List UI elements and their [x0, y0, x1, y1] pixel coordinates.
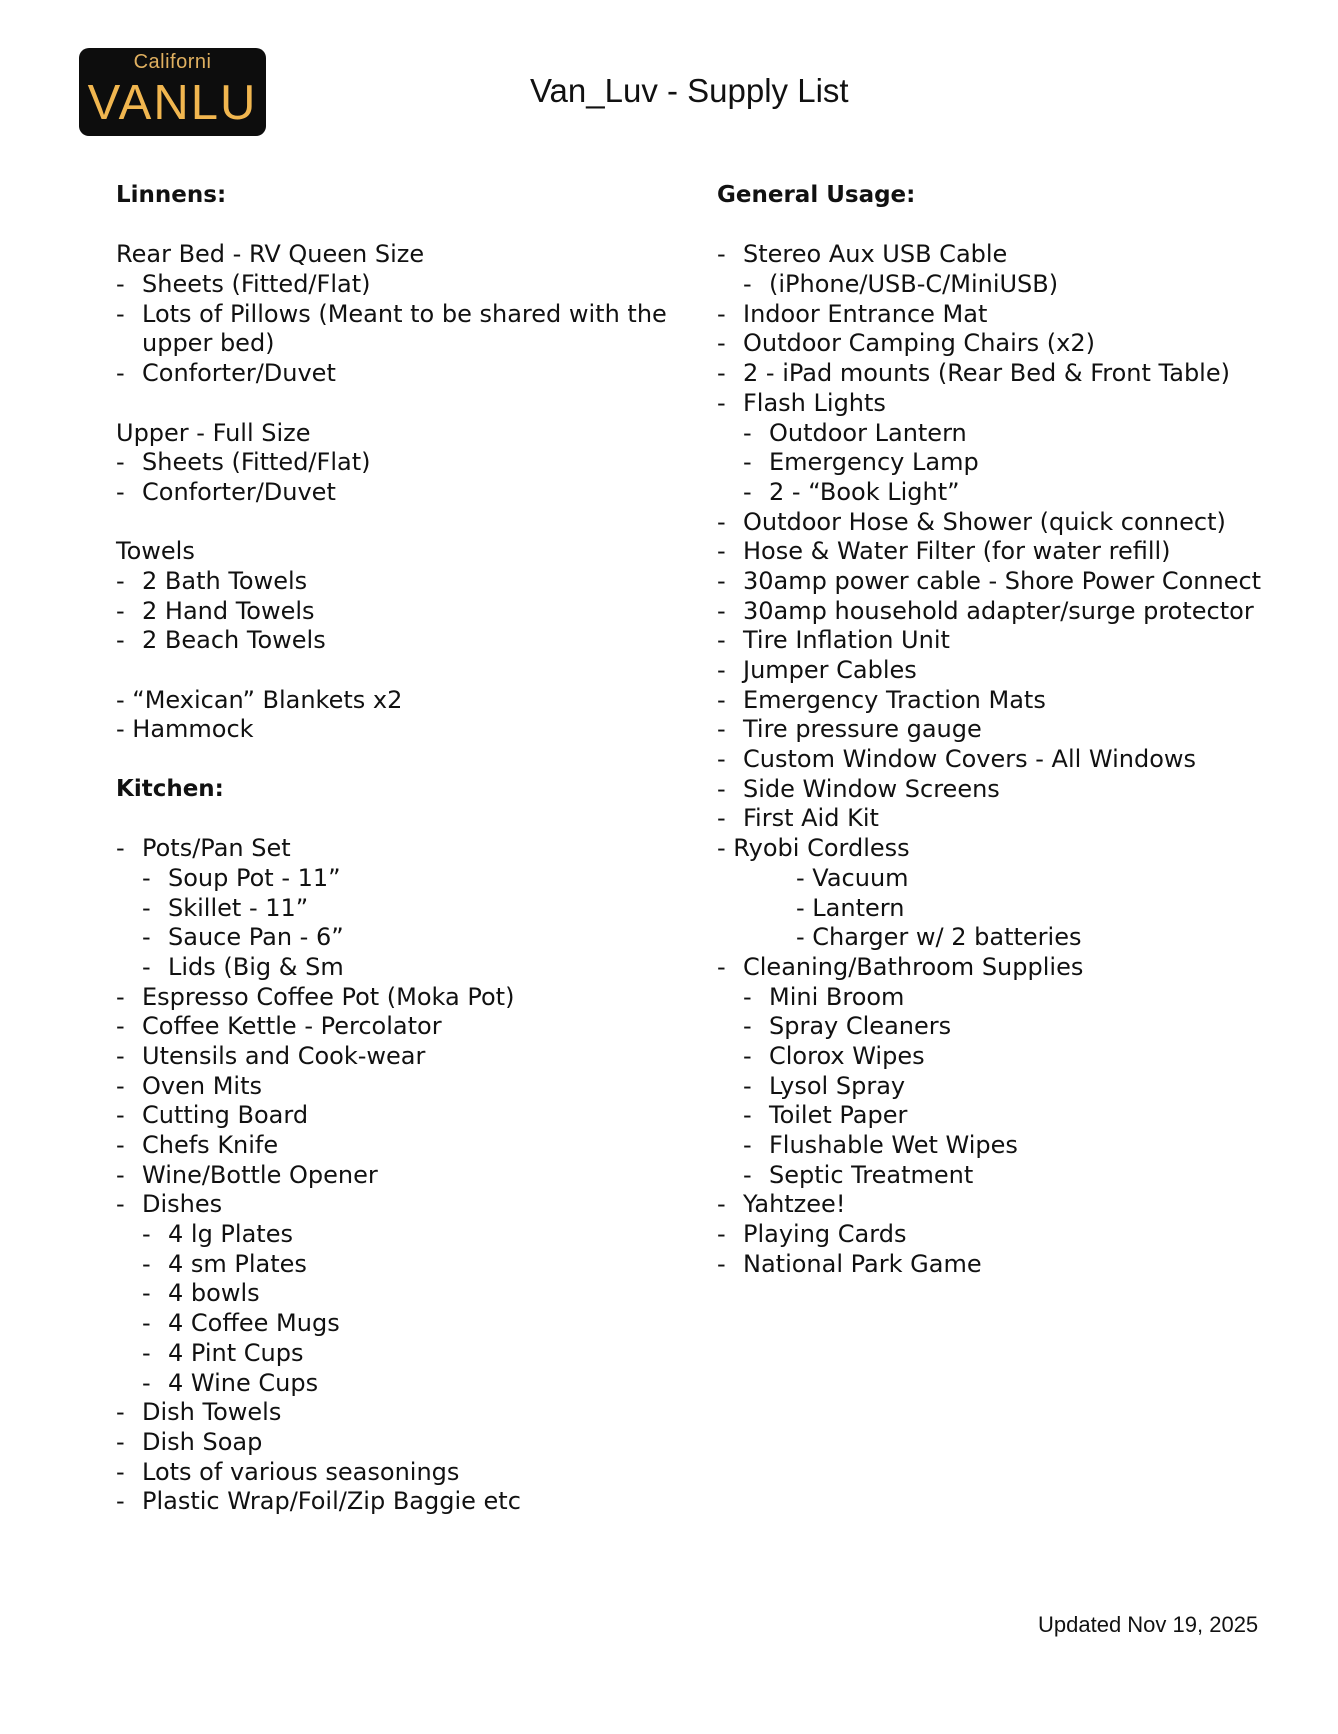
bullet-dash: -	[116, 299, 125, 328]
list-item-text: Indoor Entrance Mat	[743, 299, 988, 328]
list-item-text: Conforter/Duvet	[142, 477, 336, 506]
list-item-text: Flushable Wet Wipes	[769, 1131, 1018, 1159]
bullet-dash: -	[116, 1071, 125, 1100]
bullet-dash: -	[142, 1220, 151, 1249]
list-item	[717, 567, 1317, 597]
list-item-text: Yahtzee!	[743, 1190, 846, 1219]
list-item-text: Emergency Traction Mats	[743, 685, 1046, 714]
list-group-label: - Hammock	[116, 715, 254, 744]
list-item	[116, 300, 676, 330]
list-item	[717, 240, 1317, 270]
bullet-dash: -	[717, 715, 726, 744]
list-item	[116, 1428, 676, 1458]
list-item-text: 4 lg Plates	[168, 1220, 293, 1249]
list-item-text: Stereo Aux USB Cable	[743, 240, 1008, 269]
bullet-dash: -	[717, 626, 726, 655]
bullet-dash: -	[116, 1457, 125, 1486]
list-item-text: National Park Game	[743, 1249, 982, 1278]
bullet-dash: -	[717, 240, 726, 269]
list-subitem: - Charger w/ 2 batteries	[796, 923, 1082, 952]
bullet-dash: -	[743, 1012, 752, 1041]
list-item-text: 2 - “Book Light”	[769, 477, 960, 506]
list-item-text: Clorox Wipes	[769, 1041, 925, 1070]
bullet-dash: -	[743, 418, 752, 447]
list-item	[717, 1012, 1317, 1042]
list-item-continuation	[116, 329, 676, 359]
list-item	[717, 715, 1317, 745]
list-item	[116, 1458, 676, 1488]
bullet-dash: -	[142, 893, 151, 922]
list-item-text: First Aid Kit	[743, 804, 879, 833]
list-item-text: Custom Window Covers - All Windows	[743, 745, 1197, 774]
bullet-dash: -	[116, 270, 125, 299]
list-item-text: Soup Pot - 11”	[168, 863, 341, 892]
list-item-text: Outdoor Hose & Shower (quick connect)	[743, 507, 1226, 536]
list-item	[116, 1161, 676, 1191]
list-item	[116, 864, 676, 894]
bullet-dash: -	[116, 566, 125, 595]
bullet-dash: -	[116, 626, 125, 655]
list-item	[717, 1220, 1317, 1250]
list-item-text: Wine/Bottle Opener	[142, 1160, 378, 1189]
list-group-label: - Ryobi Cordless	[717, 834, 910, 863]
list-item	[116, 1309, 676, 1339]
list-group-label: Upper - Full Size	[116, 418, 311, 447]
bullet-dash: -	[743, 270, 752, 299]
list-item	[116, 359, 676, 389]
list-group-label: - “Mexican” Blankets x2	[116, 685, 403, 714]
bullet-dash: -	[142, 1309, 151, 1338]
list-item-text: Jumper Cables	[743, 656, 917, 684]
list-item-text: Dish Towels	[142, 1398, 282, 1427]
list-item-text: Flash Lights	[743, 388, 886, 417]
bullet-dash: -	[116, 982, 125, 1011]
list-item-text: Emergency Lamp	[769, 448, 979, 477]
list-item-text: Sheets (Fitted/Flat)	[142, 270, 371, 299]
brand-logo	[79, 48, 266, 136]
list-item	[717, 508, 1317, 538]
list-item	[717, 448, 1317, 478]
list-item	[717, 329, 1317, 359]
list-item	[116, 626, 676, 656]
logo-main-text: VANLU	[87, 76, 258, 130]
list-item	[717, 1190, 1317, 1220]
list-item-text: (iPhone/USB-C/MiniUSB)	[769, 270, 1059, 299]
list-item	[717, 1250, 1317, 1280]
bullet-dash: -	[717, 685, 726, 714]
list-item	[116, 1131, 676, 1161]
bullet-dash: -	[717, 537, 726, 566]
bullet-dash: -	[717, 745, 726, 774]
bullet-dash: -	[717, 952, 726, 981]
list-item-text: Dish Soap	[142, 1427, 263, 1456]
list-item	[116, 1339, 676, 1369]
list-item	[116, 1042, 676, 1072]
list-item-text: Conforter/Duvet	[142, 359, 336, 388]
bullet-dash: -	[717, 596, 726, 625]
bullet-dash: -	[116, 1398, 125, 1427]
list-item	[717, 1042, 1317, 1072]
bullet-dash: -	[142, 952, 151, 981]
list-item-text: 2 - iPad mounts (Rear Bed & Front Table)	[743, 359, 1230, 388]
list-item-text: Skillet - 11”	[168, 893, 309, 922]
list-item-text: Tire Inflation Unit	[743, 626, 950, 655]
section-heading: General Usage:	[717, 182, 916, 208]
bullet-dash: -	[717, 359, 726, 388]
bullet-dash: -	[717, 299, 726, 328]
list-item-text: Oven Mits	[142, 1071, 262, 1100]
bullet-dash: -	[116, 1487, 125, 1516]
list-item-text: Coffee Kettle - Percolator	[142, 1012, 442, 1041]
bullet-dash: -	[116, 1427, 125, 1456]
list-item	[116, 894, 676, 924]
list-item-text: Septic Treatment	[769, 1160, 974, 1189]
blank-line	[116, 389, 676, 419]
bullet-dash: -	[142, 863, 151, 892]
list-item	[717, 686, 1317, 716]
bullet-dash: -	[717, 774, 726, 803]
list-item	[116, 983, 676, 1013]
list-item	[116, 567, 676, 597]
section-heading: Linnens:	[116, 182, 227, 208]
bullet-dash: -	[142, 1279, 151, 1308]
bullet-dash: -	[717, 507, 726, 536]
list-item	[717, 478, 1317, 508]
list-item-text: 30amp household adapter/surge protector	[743, 596, 1254, 625]
list-item	[116, 1072, 676, 1102]
blank-line	[116, 211, 676, 241]
list-item	[116, 1369, 676, 1399]
list-subitem: - Lantern	[796, 893, 905, 922]
list-item	[717, 389, 1317, 419]
list-item-text: 2 Hand Towels	[142, 596, 315, 625]
list-item	[717, 1072, 1317, 1102]
bullet-dash: -	[717, 1220, 726, 1249]
list-item	[717, 300, 1317, 330]
list-subitem: - Vacuum	[796, 863, 909, 892]
updated-date: Updated Nov 19, 2025	[1038, 1612, 1259, 1637]
list-item	[116, 597, 676, 627]
list-item	[116, 1250, 676, 1280]
blank-line	[116, 745, 676, 775]
bullet-dash: -	[116, 1101, 125, 1130]
list-item	[717, 1131, 1317, 1161]
bullet-dash: -	[142, 1368, 151, 1397]
bullet-dash: -	[743, 477, 752, 506]
list-item	[116, 1487, 676, 1517]
list-item-text: Lots of Pillows (Meant to be shared with the	[142, 299, 667, 328]
list-item	[116, 448, 676, 478]
bullet-dash: -	[116, 477, 125, 506]
list-item-text: Side Window Screens	[743, 774, 1000, 803]
list-item-text: 4 Pint Cups	[168, 1338, 304, 1367]
section-heading: Kitchen:	[116, 775, 224, 802]
list-item-text: Outdoor Camping Chairs (x2)	[743, 329, 1095, 358]
bullet-dash: -	[116, 1131, 125, 1159]
list-item	[717, 953, 1317, 983]
list-item-text: Lots of various seasonings	[142, 1457, 460, 1486]
list-item-text: Mini Broom	[769, 982, 905, 1011]
list-item	[116, 1398, 676, 1428]
bullet-dash: -	[142, 1338, 151, 1367]
bullet-dash: -	[116, 834, 125, 863]
bullet-dash: -	[116, 1012, 125, 1041]
list-item-text: Sauce Pan - 6”	[168, 923, 344, 952]
bullet-dash: -	[717, 1249, 726, 1278]
list-item	[116, 478, 676, 508]
list-item	[116, 1220, 676, 1250]
bullet-dash: -	[743, 448, 752, 477]
bullet-dash: -	[717, 329, 726, 358]
list-item-text: Lids (Big & Sm	[168, 952, 344, 981]
list-item-text: Lysol Spray	[769, 1071, 906, 1100]
list-item-text: 4 bowls	[168, 1279, 260, 1308]
list-item	[717, 419, 1317, 449]
bullet-dash: -	[717, 566, 726, 595]
list-item-text: Chefs Knife	[142, 1131, 279, 1159]
list-item	[717, 1101, 1317, 1131]
list-item-text: Pots/Pan Set	[142, 834, 291, 863]
left-column	[116, 181, 676, 1517]
bullet-dash: -	[142, 923, 151, 952]
list-group-label: Rear Bed - RV Queen Size	[116, 240, 425, 269]
list-item	[717, 775, 1317, 805]
list-item	[717, 1161, 1317, 1191]
bullet-dash: -	[116, 1041, 125, 1070]
list-item	[717, 359, 1317, 389]
list-item-text: upper bed)	[142, 329, 275, 358]
list-item-text: Espresso Coffee Pot (Moka Pot)	[142, 982, 515, 1011]
list-group-label: Towels	[116, 537, 195, 566]
list-item	[717, 656, 1317, 686]
blank-line	[717, 211, 1317, 241]
list-item-text: 30amp power cable - Shore Power Connect	[743, 566, 1262, 595]
list-item-text: 4 sm Plates	[168, 1249, 307, 1278]
list-item-text: Playing Cards	[743, 1220, 907, 1249]
bullet-dash: -	[743, 1071, 752, 1100]
bullet-dash: -	[717, 388, 726, 417]
list-item-text: Cutting Board	[142, 1101, 309, 1130]
list-item	[717, 745, 1317, 775]
list-item-text: Cleaning/Bathroom Supplies	[743, 952, 1084, 981]
logo-top-text: Californi	[133, 51, 212, 73]
bullet-dash: -	[717, 656, 726, 684]
list-item	[717, 537, 1317, 567]
list-item-text: Plastic Wrap/Foil/Zip Baggie etc	[142, 1487, 521, 1516]
bullet-dash: -	[717, 1190, 726, 1219]
page-title: Van_Luv - Supply List	[530, 72, 849, 109]
list-item	[116, 923, 676, 953]
list-item-text: Utensils and Cook-wear	[142, 1041, 426, 1070]
list-item	[116, 1012, 676, 1042]
list-item-text: 4 Coffee Mugs	[168, 1309, 340, 1338]
list-item	[717, 270, 1317, 300]
list-item-text: 2 Beach Towels	[142, 626, 326, 655]
bullet-dash: -	[743, 1131, 752, 1159]
list-item-text: Outdoor Lantern	[769, 418, 967, 447]
bullet-dash: -	[116, 596, 125, 625]
list-item-text: Sheets (Fitted/Flat)	[142, 448, 371, 477]
list-item	[717, 597, 1317, 627]
list-item-text: Spray Cleaners	[769, 1012, 952, 1041]
list-item	[116, 953, 676, 983]
list-item	[116, 1190, 676, 1220]
blank-line	[116, 508, 676, 538]
list-item-text: Toilet Paper	[769, 1101, 908, 1130]
list-item-text: Dishes	[142, 1190, 223, 1219]
list-item-text: 2 Bath Towels	[142, 566, 308, 595]
list-item-text: Hose & Water Filter (for water refill)	[743, 537, 1171, 566]
bullet-dash: -	[116, 1190, 125, 1219]
blank-line	[116, 656, 676, 686]
right-column	[717, 181, 1317, 1279]
list-item	[116, 834, 676, 864]
list-item-text: Tire pressure gauge	[743, 715, 982, 744]
list-item	[717, 983, 1317, 1013]
list-item	[116, 1279, 676, 1309]
list-item	[717, 626, 1317, 656]
bullet-dash: -	[116, 448, 125, 477]
list-item	[116, 270, 676, 300]
bullet-dash: -	[116, 1160, 125, 1189]
blank-line	[116, 804, 676, 834]
bullet-dash: -	[743, 1160, 752, 1189]
bullet-dash: -	[116, 359, 125, 388]
list-item-text: 4 Wine Cups	[168, 1368, 319, 1397]
bullet-dash: -	[743, 1101, 752, 1130]
bullet-dash: -	[142, 1249, 151, 1278]
bullet-dash: -	[743, 1041, 752, 1070]
bullet-dash: -	[743, 982, 752, 1011]
bullet-dash: -	[717, 804, 726, 833]
list-item	[116, 1101, 676, 1131]
list-item	[717, 804, 1317, 834]
